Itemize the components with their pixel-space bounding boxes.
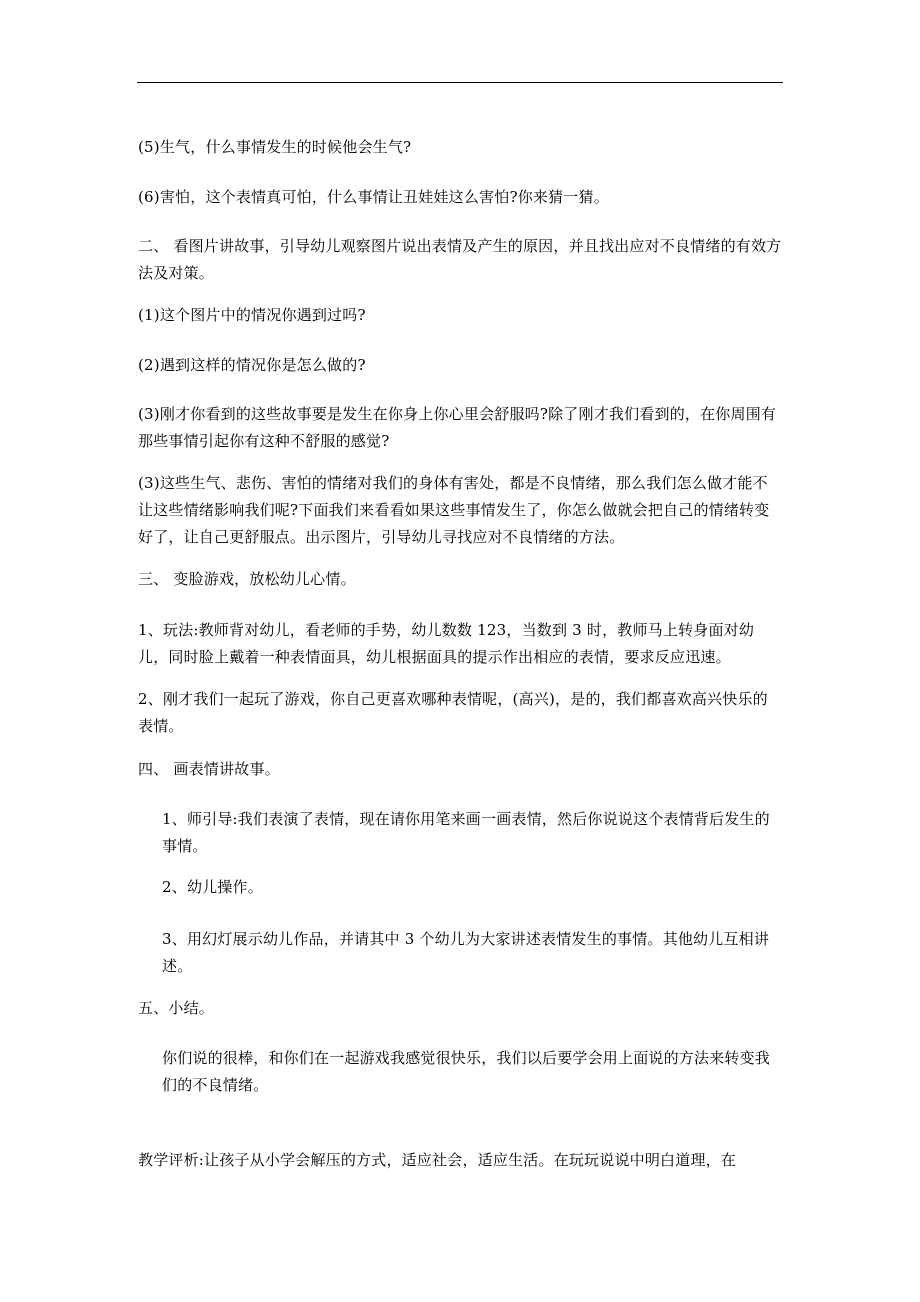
section-3-heading: 三、 变脸游戏，放松幼儿心情。: [138, 570, 356, 588]
section-5-heading: 五、小结。: [138, 999, 215, 1017]
paragraph-item-5-angry: (5)生气，什么事情发生的时候他会生气?: [138, 138, 412, 156]
teaching-evaluation: 教学评析:让孩子从小学会解压的方式，适应社会，适应生活。在玩玩说说中明白道理，在: [138, 1151, 737, 1169]
section-4-heading: 四、 画表情讲故事。: [138, 760, 280, 778]
section-3-item-1: 1、玩法:教师背对幼儿，看老师的手势，幼儿数数 123，当数到 3 时，教师马上转身面对幼儿，同时脸上戴着一种表情面具，幼儿根据面具的提示作出相应的表情，要求反应迅速。: [138, 621, 755, 666]
summary-paragraph: 你们说的很棒，和你们在一起游戏我感觉很快乐，我们以后要学会用上面说的方法来转变我们的不良情绪。: [162, 1049, 771, 1094]
question-3b: (3)这些生气、悲伤、害怕的情绪对我们的身体有害处，都是不良情绪，那么我们怎么做才能不让这些情绪影响我们呢?下面我们来看看如果这些事情发生了，你怎么做就会把自己的情绪转变好了，让自己更舒服点。出示图片，引导幼儿寻找应对不良情绪的方法。: [138, 474, 770, 546]
question-1: (1)这个图片中的情况你遇到过吗?: [138, 306, 366, 324]
question-2: (2)遇到这样的情况你是怎么做的?: [138, 356, 366, 374]
section-2-heading: 二、 看图片讲故事，引导幼儿观察图片说出表情及产生的原因，并且找出应对不良情绪的有效方法及对策。: [138, 237, 782, 282]
section-4-item-3: 3、用幻灯展示幼儿作品，并请其中 3 个幼儿为大家讲述表情发生的事情。其他幼儿互相讲述。: [162, 930, 770, 975]
paragraph-item-6-scared: (6)害怕，这个表情真可怕，什么事情让丑娃娃这么害怕?你来猜一猜。: [138, 188, 609, 206]
section-3-item-2: 2、刚才我们一起玩了游戏，你自己更喜欢哪种表情呢，(高兴)，是的，我们都喜欢高兴快乐的表情。: [138, 690, 768, 735]
section-4-item-1: 1、师引导:我们表演了表情，现在请你用笔来画一画表情，然后你说说这个表情背后发生的事情。: [162, 810, 770, 855]
section-4-item-2: 2、幼儿操作。: [162, 878, 263, 896]
header-rule: [137, 82, 783, 83]
question-3a: (3)刚才你看到的这些故事要是发生在你身上你心里会舒服吗?除了刚才我们看到的，在你周围有那些事情引起你有这种不舒服的感觉?: [138, 405, 777, 450]
